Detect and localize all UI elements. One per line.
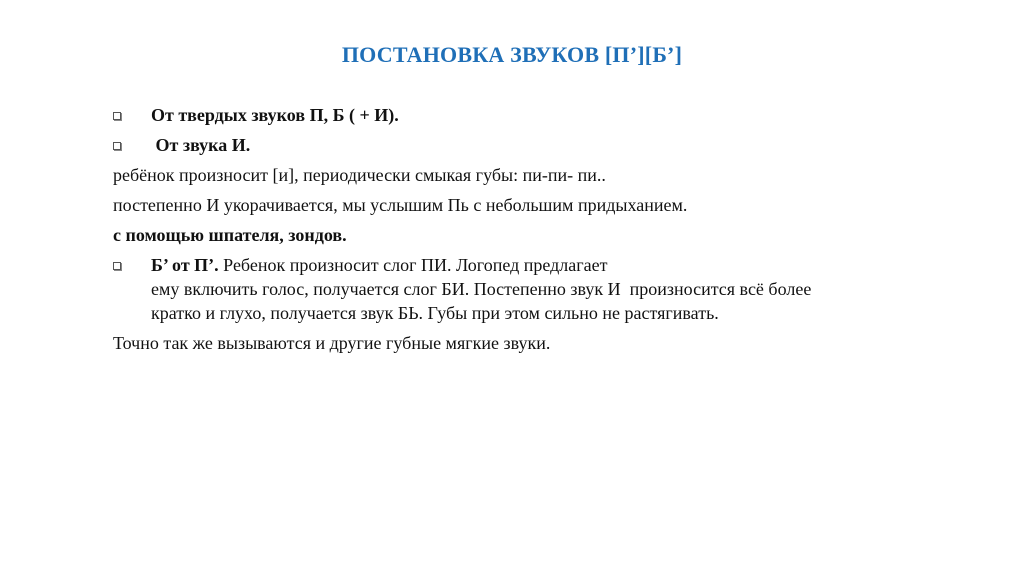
slide-content [113,103,973,361]
bullet-item-2 [113,133,973,157]
bullet-item-3-line-3: кратко и глухо, получается звук БЬ. Губы при этом сильно не растягивать. [151,303,719,323]
square-bullet-icon [113,142,121,150]
bullet-item-3 [113,253,973,325]
square-bullet-icon [113,262,121,270]
slide-title: ПОСТАНОВКА ЗВУКОВ [П’][Б’] [341,42,683,67]
square-bullet-icon [113,112,121,120]
bullet-item-2-text: От звука И. [151,135,251,155]
bullet-item-3-text: Ребенок произносит слог ПИ. Логопед предлагает [218,255,608,275]
bullet-item-3-line-2: ему включить голос, получается слог БИ. Постепенно звук И произносится всё более [151,279,812,299]
bullet-item-3-line-1 [151,253,973,277]
bullet-item-1-text: От твердых звуков П, Б ( + И). [151,105,399,125]
paragraph-1: ребёнок произносит [и], периодически смыкая губы: пи-пи- пи.. [113,165,606,185]
bullet-item-3-bold: Б’ от П’. [151,255,219,275]
paragraph-4: Точно так же вызываются и другие губные мягкие звуки. [113,333,551,353]
paragraph-2: постепенно И укорачивается, мы услышим Пь с небольшим придыханием. [113,195,688,215]
bullet-item-1 [113,103,973,127]
paragraph-3-bold: с помощью шпателя, зондов. [113,225,347,245]
